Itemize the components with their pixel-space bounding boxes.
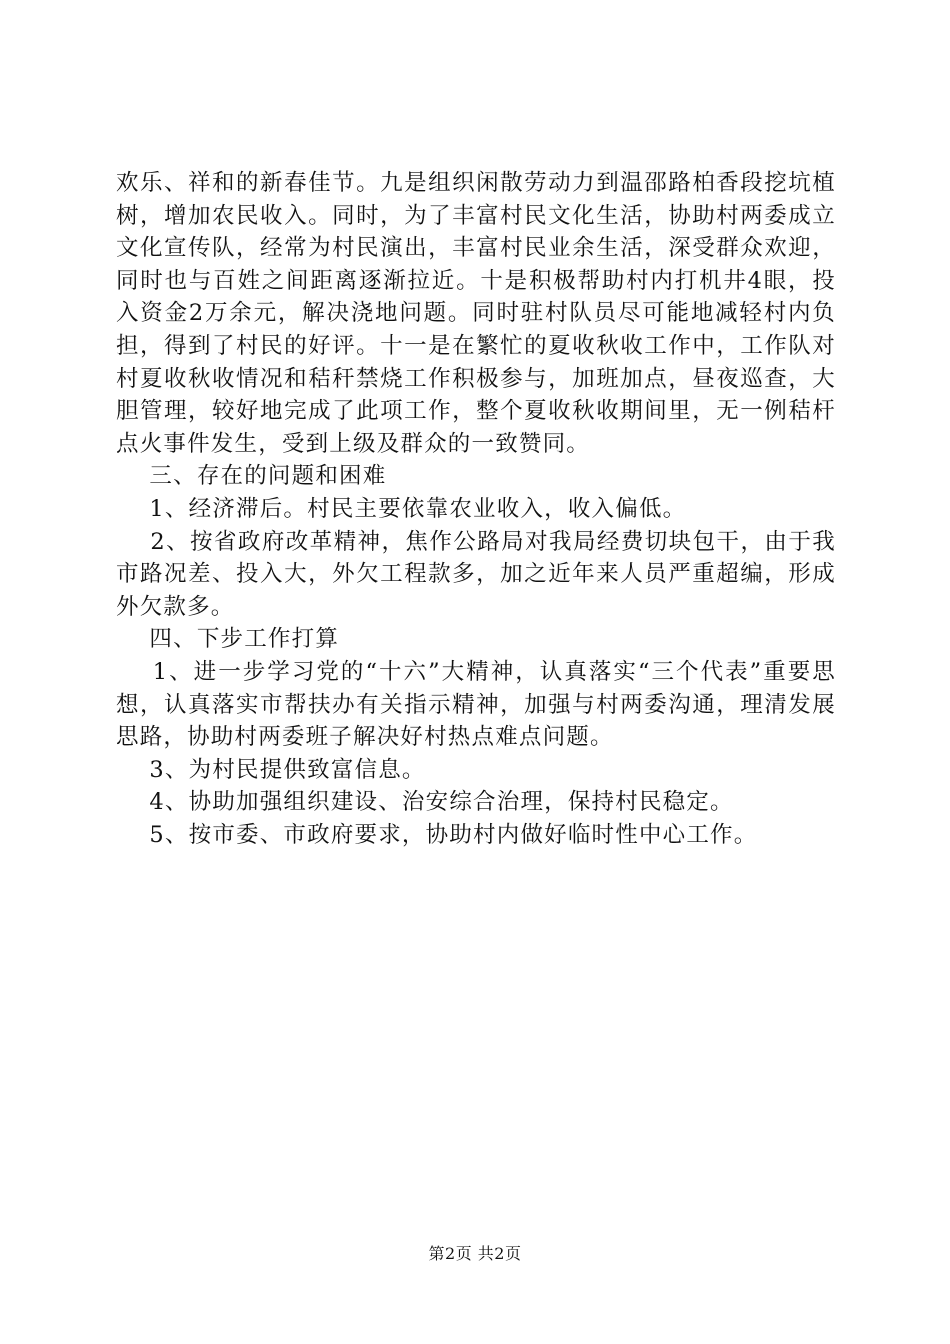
paragraph-plan-1: 1、进一步学习党的“十六”大精神，认真落实“三个代表”重要思想，认真落实市帮扶办有关指示精神，加强与村两委沟通，理清发展思路，协助村两委班子解决好村热点难点问题。	[116, 658, 836, 751]
document-body	[116, 167, 836, 851]
paragraph-plan-4: 4、协助加强组织建设、治安综合治理，保持村民稳定。	[116, 789, 734, 816]
section-heading-next-steps: 四、下步工作打算	[116, 626, 340, 653]
paragraph-plan-5: 5、按市委、市政府要求，协助村内做好临时性中心工作。	[116, 821, 758, 848]
paragraph-continued-text: 欢乐、祥和的新春佳节。九是组织闲散劳动力到温邵路柏香段挖坑植树，增加农民收入。同时，为了丰富村民文化生活，协助村两委成立文化宣传队，经常为村民演出，丰富村民业余生活，深受群众欢迎，同时也与百姓之间距离逐渐拉近。十是积极帮助村内打机井4眼，投入资金2万余元，解决浇地问题。同时驻村队员尽可能地减轻村内负担，得到了村民的好评。十一是在繁忙的夏收秋收工作中，工作队对村夏收秋收情况和秸秆禁烧工作积极参与，加班加点，昼夜巡查，大胆管理，较好地完成了此项工作，整个夏收秋收期间里，无一例秸杆点火事件发生，受到上级及群众的一致赞同。	[116, 170, 836, 457]
section-heading-problems: 三、存在的问题和困难	[116, 463, 387, 490]
page-number-footer: 第2页 共2页	[428, 1244, 522, 1263]
paragraph-plan-3: 3、为村民提供致富信息。	[116, 756, 426, 783]
paragraph-problem-2: 2、按省政府改革精神，焦作公路局对我局经费切块包干，由于我市路况差、投入大，外欠工程款多，加之近年来人员严重超编，形成外欠款多。	[116, 528, 836, 620]
paragraph-problem-1: 1、经济滞后。村民主要依靠农业收入，收入偏低。	[116, 495, 687, 522]
